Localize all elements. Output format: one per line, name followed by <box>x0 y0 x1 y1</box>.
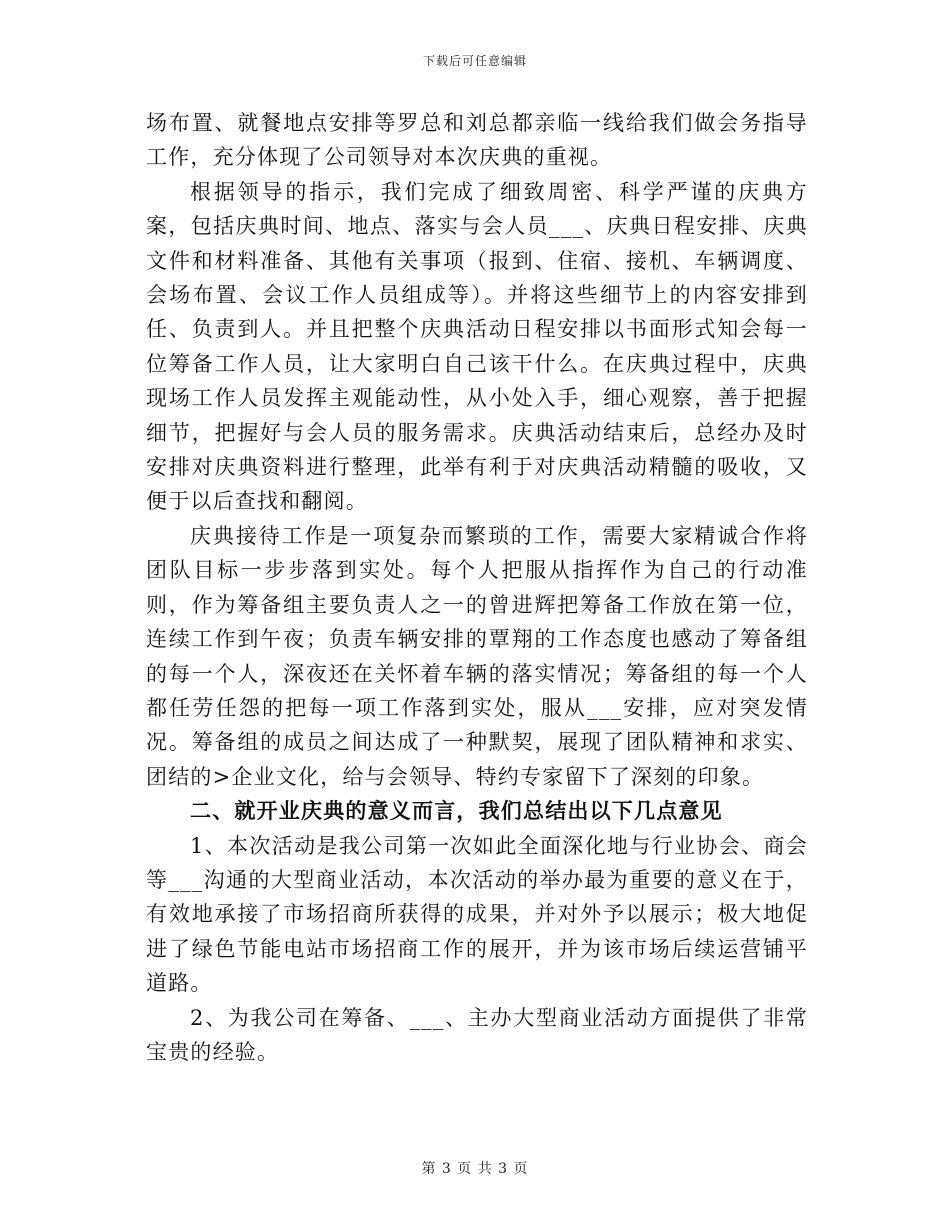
page-footer: 第 3 页 共 3 页 <box>421 1161 529 1177</box>
paragraph-point-2: 2、为我公司在筹备、___、主办大型商业活动方面提供了非常宝贵的经验。 <box>146 1005 808 1064</box>
paragraph-continuation: 场布置、就餐地点安排等罗总和刘总都亲临一线给我们做会务指导工作，充分体现了公司领导对本次庆典的重视。 <box>146 111 808 170</box>
paragraph-teamwork: 庆典接待工作是一项复杂而繁琐的工作，需要大家精诚合作将团队目标一步步落到实处。每个人把服从指挥作为自己的行动准则，作为筹备组主要负责人之一的曾进辉把筹备工作放在第一位，连续工作到午夜；负责车辆安排的覃翔的工作态度也感动了筹备组的每一个人，深夜还在关怀着车辆的落实情况；筹备组的每一个人都任劳任怨的把每一项工作落到实处，服从___安排，应对突发情况。筹备组的成员之间达成了一种默契，展现了团队精神和求实、团结的>企业文化，给与会领导、特约专家留下了深刻的印象。 <box>146 523 808 789</box>
document-body <box>146 106 808 1069</box>
section-heading: 二、就开业庆典的意义而言，我们总结出以下几点意见 <box>190 798 723 824</box>
paragraph-point-1: 1、本次活动是我公司第一次如此全面深化地与行业协会、商会等___沟通的大型商业活动，本次活动的举办最为重要的意义在于，有效地承接了市场招商所获得的成果，并对外予以展示；极大地促进了绿色节能电站市场招商工作的展开，并为该市场后续运营铺平道路。 <box>146 833 808 996</box>
paragraph-plan: 根据领导的指示，我们完成了细致周密、科学严谨的庆典方案，包括庆典时间、地点、落实与会人员___、庆典日程安排、庆典文件和材料准备、其他有关事项（报到、住宿、接机、车辆调度、会场布置、会议工作人员组成等）。并将这些细节上的内容安排到任、负责到人。并且把整个庆典活动日程安排以书面形式知会每一位筹备工作人员，让大家明白自己该干什么。在庆典过程中，庆典现场工作人员发挥主观能动性，从小处入手，细心观察，善于把握细节，把握好与会人员的服务需求。庆典活动结束后，总经办及时安排对庆典资料进行整理，此举有利于对庆典活动精髓的吸收，又便于以后查找和翻阅。 <box>146 179 808 514</box>
page-header: 下载后可任意编辑 <box>422 54 527 68</box>
